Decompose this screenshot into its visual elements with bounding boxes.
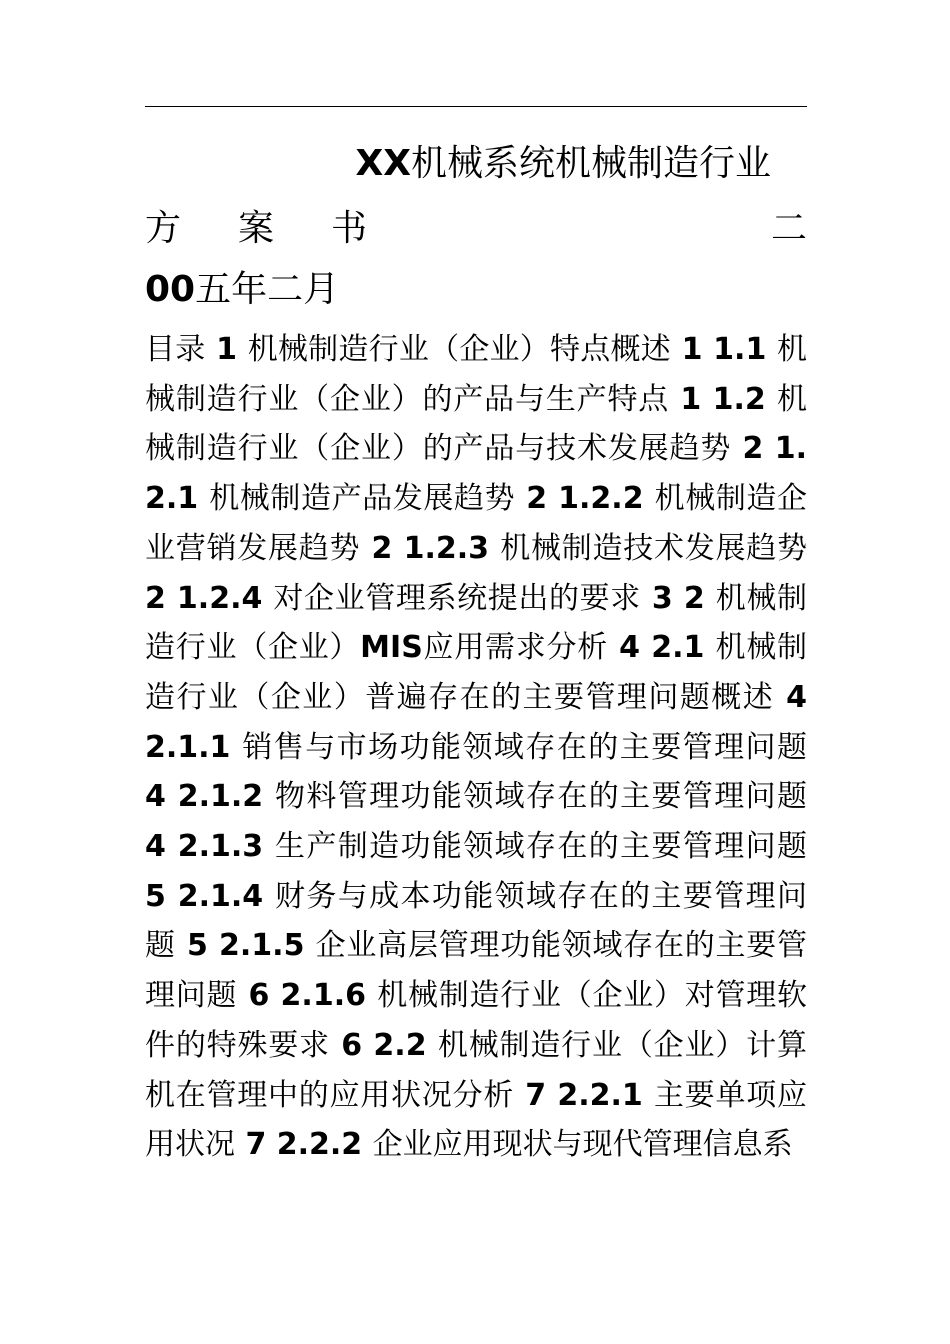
- toc-number: 1 1.2: [669, 381, 778, 417]
- toc-heading: 目录: [145, 332, 206, 367]
- title-char: 书: [331, 208, 368, 249]
- toc-number: 6 2.2: [330, 1027, 438, 1063]
- toc-number: 1: [205, 332, 248, 367]
- title-line-3: [145, 262, 807, 318]
- toc-entry-text: 机械制造行业（企业）特点概述: [247, 332, 671, 367]
- toc-entry-text: 主要单项应用状况: [145, 1077, 808, 1163]
- toc-entry-text: 财务与成本功能领域存在的主要管理问题: [145, 878, 807, 964]
- toc-number: 4 2.1: [607, 630, 716, 666]
- toc-entry-text: 机械制造技术发展趋势: [500, 530, 808, 566]
- toc-number: MIS: [360, 630, 423, 666]
- toc-number: 5 2.1.5: [175, 928, 316, 964]
- toc-number: 2 1.2.2: [515, 481, 655, 517]
- toc-number: 5 2.1.4: [145, 878, 275, 914]
- date-digits: 00: [145, 269, 196, 310]
- toc-number: 2 1.2.1: [145, 431, 807, 517]
- toc-entry-text: 企业应用现状与现代管理信息系: [372, 1127, 793, 1163]
- toc-number: 3 2: [640, 580, 716, 616]
- toc-entry-text: 机械制造行业（企业）对管理软件的特殊要求: [145, 978, 808, 1063]
- table-of-contents: [145, 325, 807, 1170]
- toc-entry-text: 机械制造行业（企业）的产品与技术发展趋势: [145, 381, 808, 467]
- title-char: 案: [238, 208, 275, 249]
- toc-entry-text: 机械制造行业（企业）: [145, 580, 807, 666]
- title-char: 方: [145, 208, 182, 249]
- toc-entry-text: 销售与市场功能领域存在的主要管理问题: [242, 729, 808, 765]
- toc-number: 2 1.2.4: [145, 580, 274, 616]
- toc-number: 1 1.1: [670, 332, 778, 367]
- title-main: 机械系统机械制造行业: [410, 143, 771, 184]
- toc-entry-text: 机械制造企业营销发展趋势: [145, 481, 808, 566]
- header-rule: [145, 106, 807, 107]
- toc-entry-text: 对企业管理系统提出的要求: [273, 580, 641, 616]
- title-char: 二: [770, 208, 807, 249]
- toc-number: 7 2.2.1: [514, 1077, 654, 1113]
- toc-number: 7 2.2.2: [235, 1127, 373, 1163]
- toc-number: 2 1.2.3: [360, 530, 501, 566]
- toc-number: 6 2.1.6: [237, 978, 378, 1014]
- title-prefix: XX: [355, 143, 411, 184]
- toc-entry-text: 企业高层管理功能领域存在的主要管理问题: [145, 928, 808, 1014]
- toc-entry-text: 机械制造产品发展趋势: [209, 481, 516, 517]
- toc-entry-text: 物料管理功能领域存在的主要管理问题: [274, 779, 807, 815]
- toc-entry-text: 生产制造功能领域存在的主要管理问题: [274, 829, 807, 865]
- toc-number: 4 2.1.1: [145, 679, 807, 765]
- date-text: 五年二月: [195, 269, 340, 310]
- toc-entry-text: 机械制造行业（企业）的产品与生产特点: [145, 332, 808, 417]
- toc-entry-text: 机械制造行业（企业）计算机在管理中的应用状况分析: [145, 1027, 808, 1113]
- toc-entry-text: 机械制造行业（企业）普遍存在的主要管理问题概述: [145, 630, 808, 715]
- title-line-1: [145, 136, 807, 192]
- toc-number: 4 2.1.2: [145, 779, 275, 815]
- toc-entry-text: 应用需求分析: [422, 630, 608, 666]
- toc-number: 4 2.1.3: [145, 829, 275, 865]
